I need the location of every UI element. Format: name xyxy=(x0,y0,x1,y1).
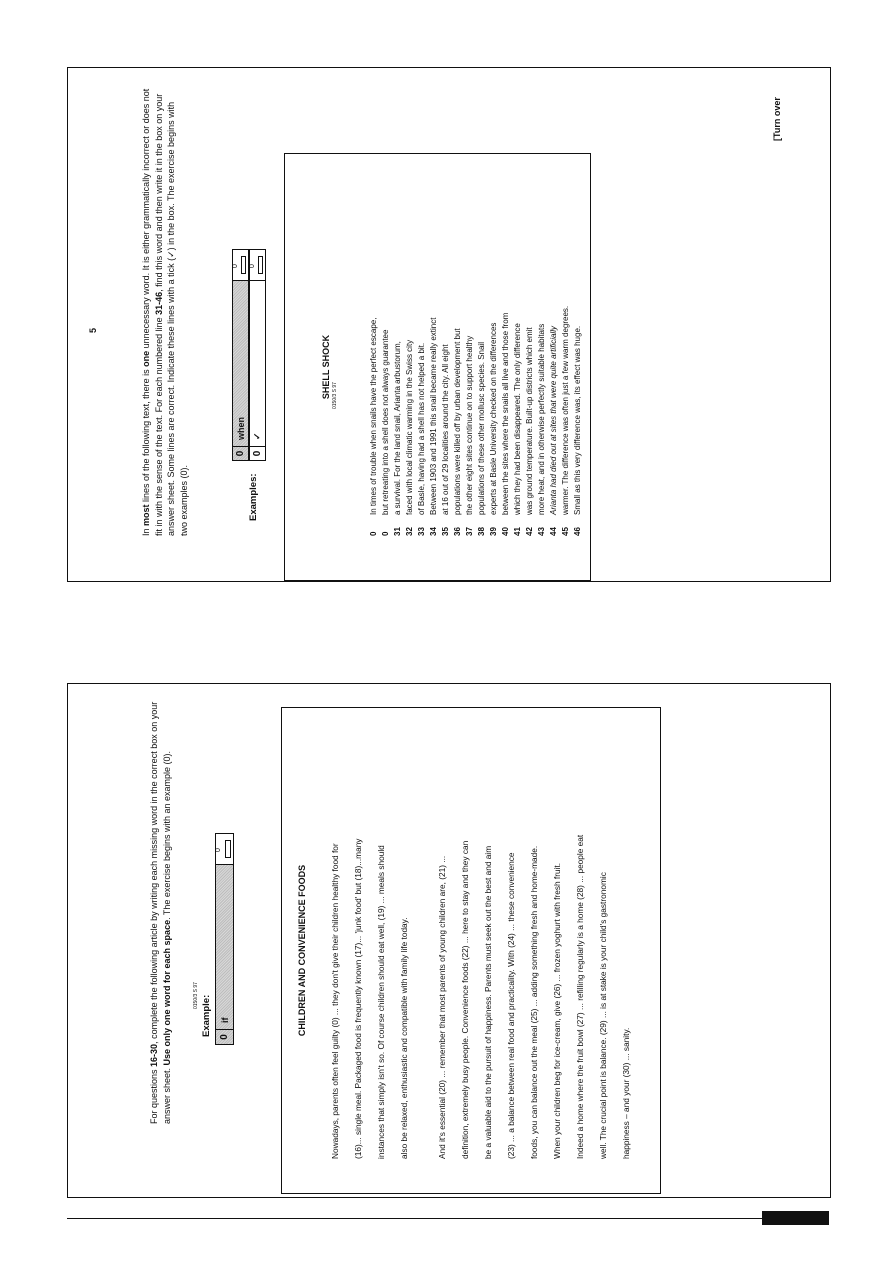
line-number: 0 xyxy=(369,531,378,536)
article-line: also be relaxed, enthusiastic and compatible with family life today. xyxy=(399,917,409,1159)
article-line: Between 1903 and 1991 this snail became really extinct xyxy=(429,317,438,515)
line-number: 42 xyxy=(525,527,534,536)
line-number: 40 xyxy=(501,527,510,536)
example-word: when xyxy=(235,416,246,440)
intro-text: In xyxy=(141,525,151,536)
article-line: definition, extremely busy people. Convenience foods (22) ... here to stay and they can xyxy=(460,840,470,1159)
article-line: of Basle, having had a shell has not helped a bit. xyxy=(417,342,426,515)
article-line: the other eight sites continue on to support healthy xyxy=(465,335,474,515)
example-key-number: 0 xyxy=(215,848,222,852)
line-number: 38 xyxy=(477,527,486,536)
line-number: 46 xyxy=(573,527,582,536)
example-word: if xyxy=(219,1017,230,1023)
question-range: 16-30 xyxy=(149,1043,159,1067)
line-number: 37 xyxy=(465,527,474,536)
line-number: 44 xyxy=(549,527,558,536)
examples-label: Examples: xyxy=(248,473,259,521)
article-line: populations were killed off by urban development but xyxy=(453,328,462,515)
intro-text: unnecessary word. It is either grammatically incorrect or does not fit in with the sense of the text. For each numbered line xyxy=(141,88,164,536)
article-line: more heat, and in otherwise perfectly suitable habitats xyxy=(537,323,546,515)
page-right-frame xyxy=(67,67,831,582)
article-line: Small as this very difference was, its effect was huge. xyxy=(573,325,582,515)
intro-emphasis: Use only one word for each space xyxy=(161,919,172,1066)
article-line: (16)... single meal. Packaged food is frequently known (17)... 'junk food' but (18)...many xyxy=(353,838,363,1159)
article-line: When your children beg for ice-cream, give (26) ... frozen yoghurt with fresh fruit. xyxy=(552,862,562,1159)
exam-code: 0150/3 S 97 xyxy=(332,382,338,409)
article-line: faced with local climatic warming in the Swiss city xyxy=(405,339,414,515)
article-line: experts at Basle University checked on the differences xyxy=(489,322,498,515)
line-number: 39 xyxy=(489,527,498,536)
example-key xyxy=(250,250,265,281)
line-number: 34 xyxy=(429,527,438,536)
article-line: Nowadays, parents often feel guilty (0) ... they don't give their children healthy food for xyxy=(330,843,340,1159)
example-key-number: 0 xyxy=(249,264,256,268)
example-tick: ✓ xyxy=(252,432,262,440)
article-line: well. The crucial point is balance. (29) ... is at stake is your child's gastronomic xyxy=(598,872,608,1159)
article-line: which they had been disappeared. The only difference xyxy=(513,323,522,515)
page-number: 5 xyxy=(88,327,98,333)
article-line: foods, you can balance out the meal (25) ... adding something fresh and home-made. xyxy=(529,845,539,1159)
turn-over: [Turn over xyxy=(772,97,782,141)
page-left-frame xyxy=(67,683,831,1198)
article-title: CHILDREN AND CONVENIENCE FOODS xyxy=(297,864,307,1037)
example-number: 0 xyxy=(233,446,248,460)
example-row xyxy=(249,249,266,461)
intro-emphasis: most xyxy=(141,504,151,526)
article-line: instances that simply isn't so. Of course children should eat well, (19) ... meals should xyxy=(376,845,386,1159)
example-number: 0 xyxy=(250,446,265,460)
example-key xyxy=(233,250,248,281)
article-line: happiness – and your (30) ... sanity. xyxy=(621,1027,631,1159)
bottom-tab xyxy=(762,1211,829,1225)
example-key-number: 0 xyxy=(232,264,239,268)
article-line: but retreating into a shell does not always guarantee xyxy=(381,329,390,515)
answer-bar xyxy=(241,256,246,274)
example-label: Example: xyxy=(201,994,212,1037)
article-line: between the sites where the snails all live and those from xyxy=(501,312,510,515)
article-line: (23) ... a balance between real food and practicality. With (24) ... these convenience xyxy=(506,852,516,1159)
article-line: warmer. The difference was often just a few warm degrees. xyxy=(561,305,570,515)
article-line: Indeed a home where the fruit bowl (27) ... refilling regularly is a home (28) ... people eat xyxy=(575,834,585,1159)
intro-text: , complete the following article by writing each missing word in the correct box on your answer sheet. xyxy=(149,701,172,1124)
article-line: be a valuable aid to the pursuit of happiness. Parents must seek out the best and aim xyxy=(483,845,493,1159)
bottom-rule xyxy=(67,1218,829,1219)
article-line: And it's essential (20) ... remember that most parents of young children are, (21) ... xyxy=(437,855,447,1159)
intro-emphasis: one xyxy=(141,350,151,367)
intro-text: . The exercise begins with an example (0). xyxy=(161,751,172,920)
instructions-right xyxy=(140,88,190,536)
intro-text: For questions xyxy=(149,1066,159,1124)
article-line: populations of these other mollusc species. Snail xyxy=(477,342,486,515)
question-range: 31-46 xyxy=(153,291,164,315)
page-left-content xyxy=(68,684,830,1197)
article-line: was ground temperature. Built-up districts which emit xyxy=(525,327,534,515)
line-number: 45 xyxy=(561,527,570,536)
article-title: SHELL SHOCK xyxy=(321,334,331,400)
example-number: 0 xyxy=(216,1029,233,1044)
page-right-content xyxy=(68,68,830,581)
line-number: 41 xyxy=(513,527,522,536)
intro-text: lines of the following text, there is xyxy=(141,366,151,505)
example-row xyxy=(232,249,249,461)
intro-text: , find this word and then write it in the box on your answer sheet. Some lines are correct. Indicate these lines with a tick (✓) in the box. The exercise begins with two examples (0). xyxy=(153,93,189,536)
exam-code: 0150/3 S 97 xyxy=(193,982,199,1009)
line-number: 32 xyxy=(405,527,414,536)
answer-bar xyxy=(258,256,263,274)
line-number: 0 xyxy=(381,531,390,536)
article-box xyxy=(281,707,661,1194)
line-number: 43 xyxy=(537,527,546,536)
instructions-left xyxy=(148,694,173,1124)
line-number: 33 xyxy=(417,527,426,536)
example-box xyxy=(215,833,234,1045)
answer-bar xyxy=(225,840,231,858)
article-line: at 16 out of 29 localities around the city. All eight xyxy=(441,344,450,515)
line-number: 36 xyxy=(453,527,462,536)
article-line: a survival. For the land snail, Arianta arbustorum, xyxy=(393,341,402,515)
article-line: Arianta had died out at sites that were quite artificially xyxy=(549,326,558,515)
line-number: 31 xyxy=(393,527,402,536)
example-key xyxy=(216,834,233,865)
article-line: In times of trouble when snails have the perfect escape, xyxy=(369,317,378,515)
line-number: 35 xyxy=(441,527,450,536)
